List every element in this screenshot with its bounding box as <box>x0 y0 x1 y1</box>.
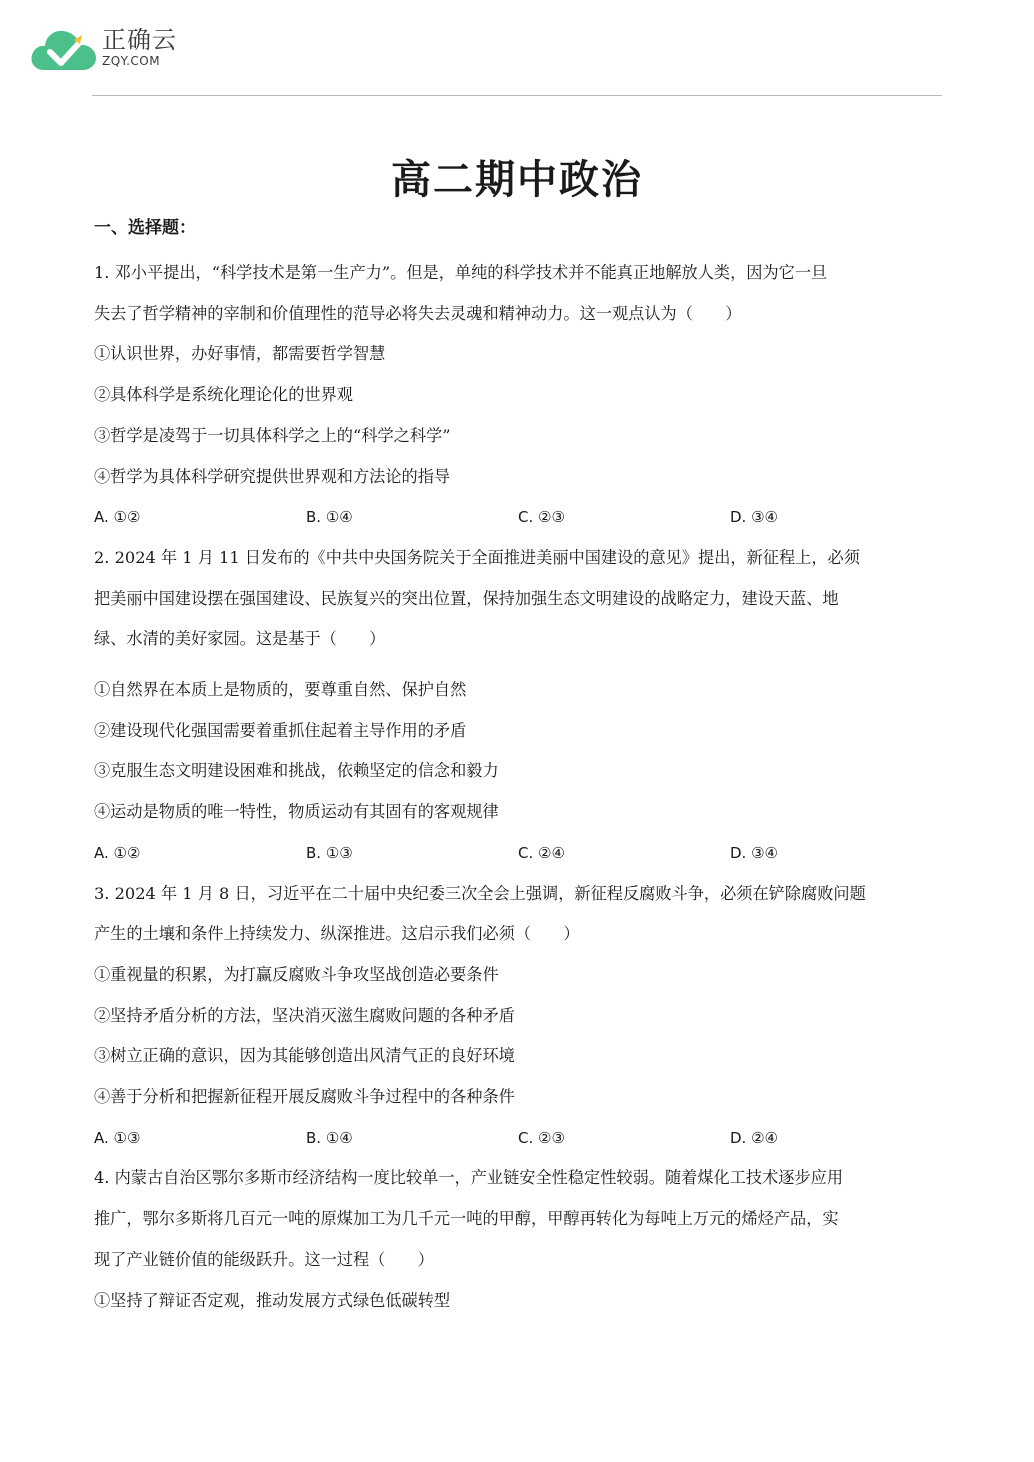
section-heading: 一、选择题： <box>94 218 196 238</box>
header-divider <box>92 95 942 96</box>
statement: ③克服生态文明建设困难和挑战，依赖坚定的信念和毅力 <box>94 761 499 781</box>
option-d: D. ③④ <box>730 508 778 527</box>
logo-name: 正确云 <box>102 26 177 54</box>
statement: ①坚持了辩证否定观，推动发展方式绿色低碳转型 <box>94 1290 451 1310</box>
question-stem: 把美丽中国建设摆在强国建设、民族复兴的突出位置，保持加强生态文明建设的战略定力，建设天蓝、地 <box>94 588 839 608</box>
question-3 <box>94 874 942 1159</box>
answer-options <box>94 497 942 538</box>
logo-text <box>102 26 177 68</box>
statement: ④善于分析和把握新征程开展反腐败斗争过程中的各种条件 <box>94 1087 515 1107</box>
option-c: C. ②④ <box>518 843 565 862</box>
question-stem: 产生的土壤和条件上持续发力、纵深推进。这启示我们必须（ ） <box>94 924 580 944</box>
answer-options <box>94 833 942 874</box>
question-list <box>94 253 942 1321</box>
statement: ④运动是物质的唯一特性，物质运动有其固有的客观规律 <box>94 802 499 822</box>
statement: ①认识世界，办好事情，都需要哲学智慧 <box>94 344 386 364</box>
answer-options <box>94 1118 942 1159</box>
question-stem: 现了产业链价值的能级跃升。这一过程（ ） <box>94 1249 434 1269</box>
question-1 <box>94 253 942 538</box>
statement: ③哲学是凌驾于一切具体科学之上的“科学之科学” <box>94 425 451 445</box>
statement: ②坚持矛盾分析的方法，坚决消灭滋生腐败问题的各种矛盾 <box>94 1005 515 1025</box>
option-d: D. ②④ <box>730 1128 778 1147</box>
page-title: 高二期中政治 <box>391 156 643 203</box>
option-d: D. ③④ <box>730 843 778 862</box>
statement: ①重视量的积累，为打赢反腐败斗争攻坚战创造必要条件 <box>94 964 499 984</box>
cloud-check-icon <box>30 24 98 76</box>
question-stem: 2. 2024 年 1 月 11 日发布的《中共中央国务院关于全面推进美丽中国建设的意见》提出，新征程上，必须 <box>94 547 860 567</box>
option-b: B. ①④ <box>306 1128 353 1147</box>
question-stem: 失去了哲学精神的宰制和价值理性的范导必将失去灵魂和精神动力。这一观点认为（ ） <box>94 303 742 323</box>
question-stem: 绿、水清的美好家园。这是基于（ ） <box>94 629 386 649</box>
statement: ③树立正确的意识，因为其能够创造出风清气正的良好环境 <box>94 1046 515 1066</box>
option-a: A. ①② <box>94 843 141 862</box>
option-c: C. ②③ <box>518 1128 565 1147</box>
statement: ①自然界在本质上是物质的，要尊重自然、保护自然 <box>94 680 467 700</box>
question-4 <box>94 1158 942 1321</box>
option-c: C. ②③ <box>518 508 565 527</box>
statement: ②建设现代化强国需要着重抓住起着主导作用的矛盾 <box>94 720 467 740</box>
statement: ④哲学为具体科学研究提供世界观和方法论的指导 <box>94 466 451 486</box>
site-header <box>30 18 330 78</box>
option-a: A. ①② <box>94 508 141 527</box>
question-stem: 4. 内蒙古自治区鄂尔多斯市经济结构一度比较单一，产业链安全性稳定性较弱。随着煤化工技术逐步应用 <box>94 1168 844 1188</box>
logo-domain: ZQY.COM <box>102 54 161 68</box>
option-b: B. ①③ <box>306 843 353 862</box>
statement: ②具体科学是系统化理论化的世界观 <box>94 385 353 405</box>
option-a: A. ①③ <box>94 1128 141 1147</box>
question-stem: 3. 2024 年 1 月 8 日，习近平在二十届中央纪委三次全会上强调，新征程反腐败斗争，必须在铲除腐败问题 <box>94 883 866 903</box>
question-stem: 推广，鄂尔多斯将几百元一吨的原煤加工为几千元一吨的甲醇，甲醇再转化为每吨上万元的烯烃产品，实 <box>94 1209 839 1229</box>
question-2 <box>94 538 942 874</box>
question-stem: 1. 邓小平提出，“科学技术是第一生产力”。但是，单纯的科学技术并不能真正地解放人类，因为它一旦 <box>94 263 828 282</box>
option-b: B. ①④ <box>306 508 353 527</box>
